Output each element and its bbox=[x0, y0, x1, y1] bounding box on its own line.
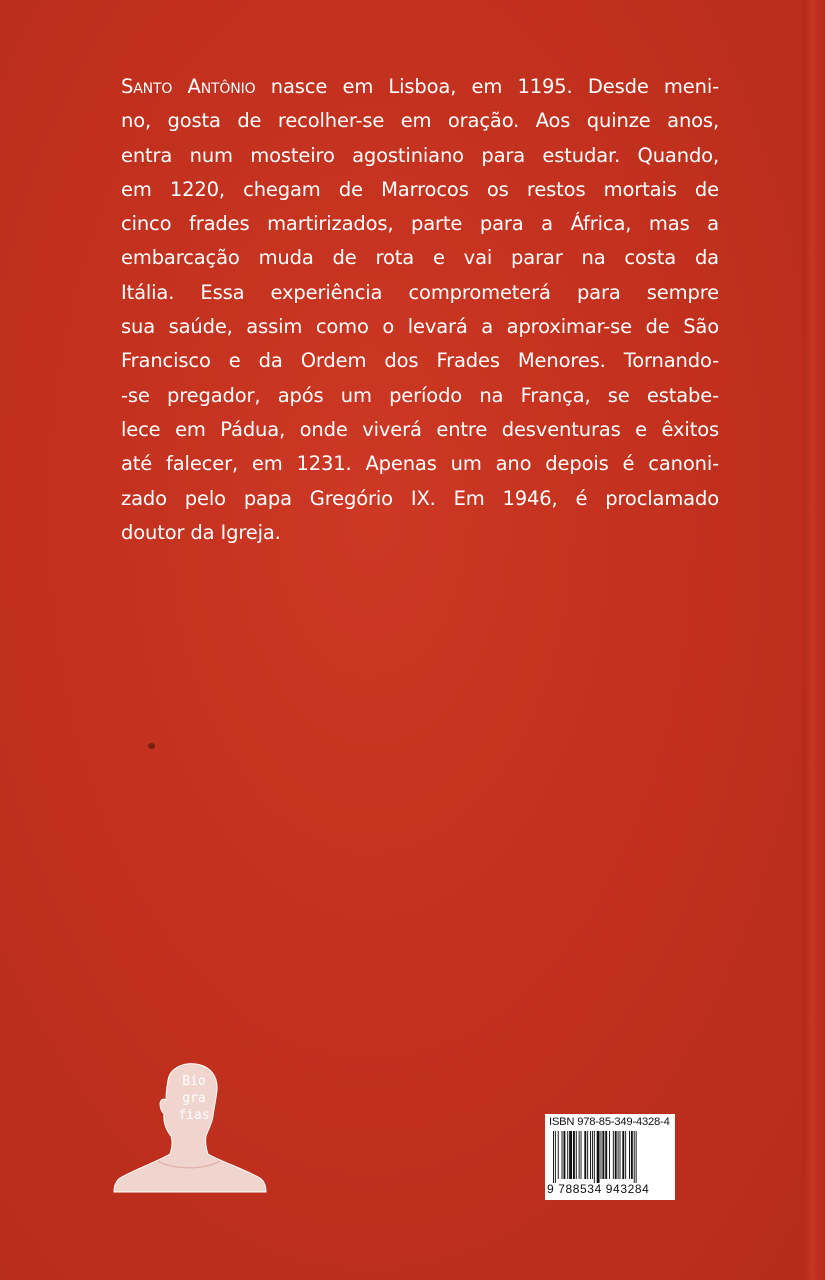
isbn-label: ISBN 978-85-349-4328-4 bbox=[549, 1116, 670, 1128]
barcode-bar bbox=[601, 1131, 602, 1179]
synopsis-line: -se pregador, após um período na França, se estabe- bbox=[121, 383, 719, 407]
biografias-logo bbox=[110, 1058, 270, 1198]
barcode-bar bbox=[584, 1131, 586, 1179]
synopsis-line: em 1220, chegam de Marrocos os restos mortais de bbox=[121, 177, 719, 201]
barcode-bar bbox=[579, 1131, 580, 1179]
barcode-bar bbox=[634, 1131, 635, 1183]
barcode-bar bbox=[622, 1131, 624, 1179]
barcode-bar bbox=[597, 1131, 600, 1183]
barcode-bar bbox=[563, 1131, 565, 1179]
barcode-digits: 9 788534 943284 bbox=[547, 1182, 650, 1196]
synopsis-line: sua saúde, assim como o levará a aproximar-se de São bbox=[121, 315, 719, 339]
barcode-bar bbox=[555, 1131, 556, 1183]
barcode-bar bbox=[609, 1131, 610, 1179]
barcode-bar bbox=[625, 1131, 626, 1179]
barcode-bar bbox=[592, 1131, 593, 1179]
synopsis-line: zado pelo papa Gregório IX. Em 1946, é proclamado bbox=[121, 486, 719, 510]
barcode-bar bbox=[620, 1131, 621, 1179]
barcode-bar bbox=[613, 1131, 614, 1179]
barcode-bar bbox=[615, 1131, 617, 1179]
barcode-bar bbox=[558, 1131, 559, 1179]
synopsis-line: cinco frades martirizados, parte para a África, mas a bbox=[121, 212, 719, 236]
barcode-bar bbox=[590, 1131, 591, 1179]
spine-edge bbox=[803, 0, 825, 1280]
barcode-bar bbox=[581, 1131, 582, 1179]
barcode-bar bbox=[553, 1131, 554, 1183]
logo-text-line: fias bbox=[178, 1108, 210, 1123]
barcode-bar bbox=[594, 1131, 595, 1183]
synopsis-line: Itália. Essa experiência comprometerá para sempre bbox=[121, 280, 719, 304]
synopsis-line: Francisco e da Ordem dos Frades Menores. Tornando- bbox=[121, 349, 719, 373]
synopsis-line: Santo Antônio nasce em Lisboa, em 1195. Desde meni- bbox=[121, 75, 719, 98]
synopsis-line: no, gosta de recolher-se em oração. Aos quinze anos, bbox=[121, 109, 719, 133]
logo-text-line: Bio bbox=[182, 1074, 206, 1089]
barcode-bar bbox=[569, 1131, 572, 1179]
barcode-bars bbox=[553, 1131, 669, 1183]
barcode-bar bbox=[602, 1131, 604, 1179]
isbn-barcode bbox=[545, 1114, 675, 1200]
subject-name: Santo Antônio bbox=[121, 75, 256, 98]
barcode-bar bbox=[587, 1131, 588, 1179]
barcode-bar bbox=[605, 1131, 607, 1179]
synopsis-line: até falecer, em 1231. Apenas um ano depois é canoni- bbox=[121, 452, 719, 476]
barcode-bar bbox=[629, 1131, 630, 1179]
synopsis-text bbox=[121, 70, 719, 550]
logo-text-line: gra bbox=[182, 1091, 206, 1106]
synopsis-line: doutor da Igreja. bbox=[121, 520, 281, 544]
synopsis-line: lece em Pádua, onde viverá entre desventuras e êxitos bbox=[121, 417, 719, 441]
barcode-bar bbox=[573, 1131, 575, 1179]
barcode-bar bbox=[618, 1131, 619, 1179]
barcode-bar bbox=[562, 1131, 563, 1179]
print-speck bbox=[148, 743, 155, 749]
barcode-bar bbox=[576, 1131, 577, 1179]
synopsis-line: embarcação muda de rota e vai parar na costa da bbox=[121, 246, 719, 270]
barcode-bar bbox=[636, 1131, 637, 1183]
synopsis-line: entra num mosteiro agostiniano para estudar. Quando, bbox=[121, 143, 719, 167]
barcode-bar bbox=[631, 1131, 633, 1179]
barcode-bar bbox=[567, 1131, 568, 1179]
